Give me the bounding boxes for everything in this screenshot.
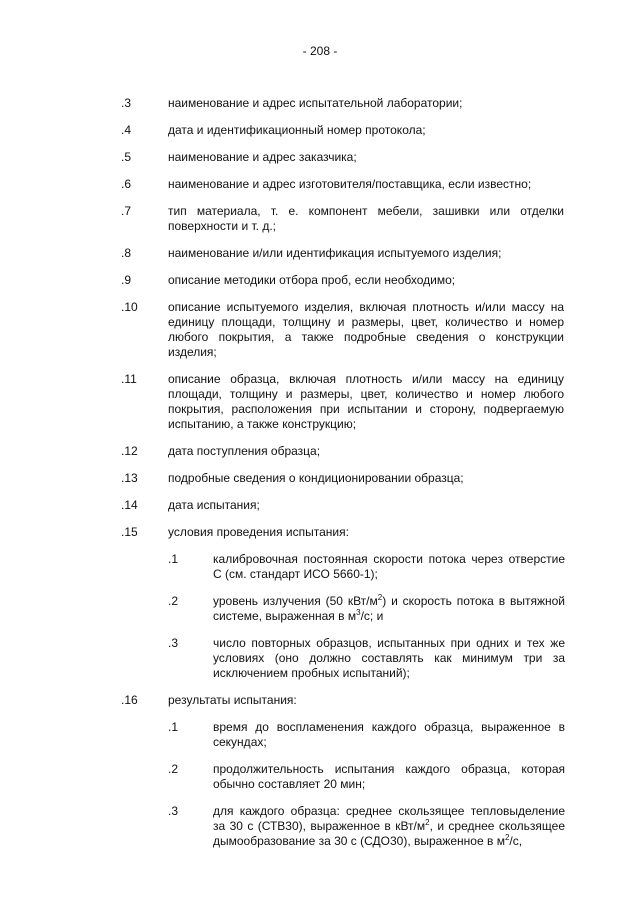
item-number: .15 bbox=[121, 525, 138, 539]
list-item bbox=[0, 471, 640, 486]
item-number: .14 bbox=[121, 498, 138, 512]
text-run: для каждого образца: среднее скользящее тепловыделение за 30 с (СТВ30), выраженное в кВт/м bbox=[213, 804, 565, 833]
item-number: .4 bbox=[121, 123, 132, 137]
sub-item-number: .2 bbox=[168, 594, 179, 608]
list-item bbox=[0, 498, 640, 513]
sub-item-text: время до воспламенения каждого образца, выраженное в секундах; bbox=[213, 720, 565, 749]
sub-item-number: .3 bbox=[168, 636, 179, 650]
sub-list-item bbox=[0, 552, 640, 582]
list-item bbox=[0, 693, 640, 708]
item-number: .7 bbox=[121, 204, 132, 218]
list-item bbox=[0, 525, 640, 540]
list-item bbox=[0, 444, 640, 459]
item-text: дата и идентификационный номер протокола; bbox=[168, 123, 426, 137]
superscript: 2 bbox=[425, 818, 430, 827]
item-text: наименование и адрес заказчика; bbox=[168, 150, 357, 164]
requirements-list bbox=[0, 96, 640, 849]
sub-item-text: калибровочная постоянная скорости потока через отверстие С (см. стандарт ИСО 5660-1); bbox=[213, 552, 565, 581]
sub-list-item bbox=[0, 636, 640, 681]
superscript: 3 bbox=[356, 608, 361, 617]
sub-list-item bbox=[0, 594, 640, 624]
sub-item-text bbox=[213, 594, 565, 624]
item-number: .9 bbox=[121, 273, 132, 287]
item-text: дата испытания; bbox=[168, 498, 260, 512]
item-number: .8 bbox=[121, 246, 132, 260]
sub-list-item bbox=[0, 804, 640, 849]
sub-item-text bbox=[213, 804, 565, 849]
item-text: наименование и адрес испытательной лаборатории; bbox=[168, 96, 463, 110]
item-number: .10 bbox=[121, 300, 138, 314]
list-item bbox=[0, 123, 640, 138]
item-text: описание образца, включая плотность и/или массу на единицу площади, толщину и размеры, цвет, количество и номер любого покрытия, расположения при испытании и сторону, подвергаемую испытанию, а также конструкцию; bbox=[168, 372, 564, 431]
item-text: дата поступления образца; bbox=[168, 444, 321, 458]
text-run: , и среднее скользящее дымообразование за 30 с (СДО30), выраженное в м bbox=[213, 819, 566, 848]
sub-item-number: .1 bbox=[168, 720, 179, 734]
sub-item-text: число повторных образцов, испытанных при одних и тех же условиях (оно должно составлять как минимум три за исключением пробных испытаний); bbox=[213, 636, 565, 680]
sub-list-item bbox=[0, 762, 640, 792]
item-number: .3 bbox=[121, 96, 132, 110]
item-number: .5 bbox=[121, 150, 132, 164]
item-text: подробные сведения о кондиционировании образца; bbox=[168, 471, 464, 485]
list-item bbox=[0, 300, 640, 360]
list-item bbox=[0, 372, 640, 432]
text-run: /с; и bbox=[360, 609, 384, 623]
list-item bbox=[0, 177, 640, 192]
item-text: наименование и/или идентификация испытуемого изделия; bbox=[168, 246, 502, 260]
list-item bbox=[0, 273, 640, 288]
item-number: .16 bbox=[121, 693, 138, 707]
sub-item-text: продолжительность испытания каждого образца, которая обычно составляет 20 мин; bbox=[213, 762, 565, 791]
list-item bbox=[0, 246, 640, 261]
page-number: - 208 - bbox=[302, 44, 338, 58]
item-text: тип материала, т. е. компонент мебели, зашивки или отделки поверхности и т. д.; bbox=[168, 204, 564, 233]
item-text: описание испытуемого изделия, включая плотность и/или массу на единицу площади, толщину и размеры, цвет, количество и номер любого покрытия, а также подробные сведения о конструкции изделия; bbox=[168, 300, 564, 359]
sub-list-item bbox=[0, 720, 640, 750]
sub-item-number: .1 bbox=[168, 552, 179, 566]
item-number: .6 bbox=[121, 177, 132, 191]
text-run: ) и скорость потока в вытяжной системе, выраженная в м bbox=[213, 594, 565, 623]
item-text: описание методики отбора проб, если необходимо; bbox=[168, 273, 456, 287]
list-item bbox=[0, 204, 640, 234]
superscript: 2 bbox=[504, 833, 510, 842]
text-run: /с, bbox=[509, 834, 523, 848]
item-number: .12 bbox=[121, 444, 138, 458]
item-text: результаты испытания: bbox=[168, 693, 297, 707]
item-number: .11 bbox=[121, 372, 137, 386]
list-item bbox=[0, 96, 640, 111]
superscript: 2 bbox=[377, 593, 383, 602]
sub-item-number: .2 bbox=[168, 762, 179, 776]
item-text: наименование и адрес изготовителя/поставщика, если известно; bbox=[168, 177, 532, 191]
item-text: условия проведения испытания: bbox=[168, 525, 349, 539]
sub-item-number: .3 bbox=[168, 804, 179, 818]
item-number: .13 bbox=[121, 471, 138, 485]
list-item bbox=[0, 150, 640, 165]
text-run: уровень излучения (50 кВт/м bbox=[213, 594, 378, 608]
